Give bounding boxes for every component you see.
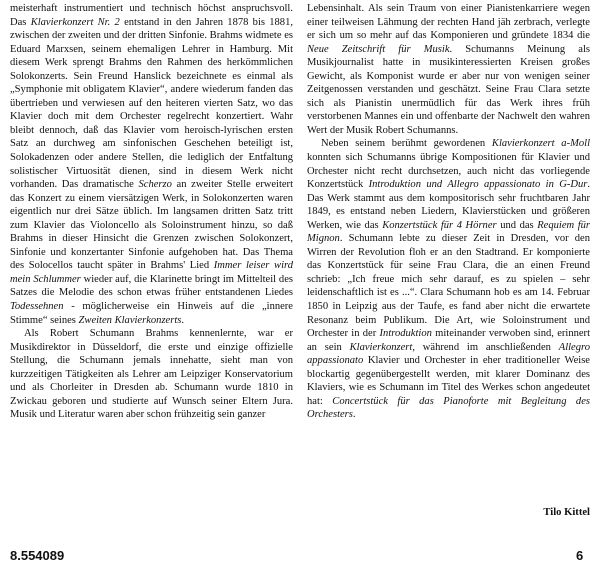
text-run: an zweiter Stelle erweitert das Konzert zu einem viersätzigen Werk, in Solokonzerten waren eigentlich nur drei Sätze üblich. Im langsamen dritten Satz tritt zum Klavier das Violoncello als Soloinstrument hinzu, so daß Brahms in dieser Hinsicht die Grenzen zwischen Solokonzert, Sinfonie und konzertanter Sinfonie aufgehoben hat. Das Thema des Solocellos taucht später in Brahms' Lied [10,179,293,272]
text-run: . [181,314,185,326]
text-run: entstand in den Jahren 1878 bis 1881, zwischen der zweiten und der dritten Sinfonie. Brahms widmete es Eduard Marxsen, seinem ehemaligen Lehrer in Hamburg. Mit diesem Werk sprengt Brahms den Rahmen des herkömmlichen Solokonzerts. Sein Freund Hanslick bezeichnete es einmal als „Symphonie mit obligatem Klavier“, andere wiederum fanden das übertrieben und verwiesen auf den heiteren vierten Satz, wo das Klavier doch mit dem Orchester regelrecht konzertiert. Wahr bleibt dennoch, daß das Klavier vom heroisch-lyrischen ersten Satz an durchweg am sinfonischen Geschehen beteiligt ist, Solokadenzen oder andere Stellen, die lediglich der Entfaltung solistischer Virtuosität dienen, sind in diesem Werk nicht vorhanden. Das dramatische [10,16,293,191]
catalog-number: 8.554089 [10,548,65,563]
italic-text: Zweiten Klavierkonzerts [78,314,182,326]
italic-text: Klavierkonzert a-Moll [491,138,590,150]
text-run: . Schumann lebte zu dieser Zeit in Dresden, vor den Wirren der Revolution floh er an den Stadtrand. Er komponierte das Konzertstück für seine Frau Clara, die an einen Freund schrieb: „Ich freue mich sehr darauf, es zu spielen – sehr leidenschaftlich ist es ...“. Clara Schumann hob es am 14. Februar 1850 in Leipzig aus der Taufe, es fand aber nicht die erwartete Resonanz beim Publikum. Die Art, wie Soloinstrument und Orchester in der [307,233,590,340]
left-paragraph-2 [10,327,293,422]
italic-text: Todessehnen [10,301,64,313]
right-column [307,2,590,422]
italic-text: Immer leiser wird mein Schlummer [10,260,293,285]
text-run: Neben seinem berühmt gewordenen [321,138,492,150]
italic-text: Allegro appassionato [307,341,590,367]
italic-text: Klavierkonzert Nr. 2 [30,16,120,28]
left-column [10,2,293,422]
text-run: . Das Werk stammt aus dem kompositorisch sehr fruchtbaren Jahr 1849, es entstand neben Liedern, Klavierstücken und größeren Werken, wie das [307,179,590,231]
italic-text: Scherzo [138,179,172,191]
italic-text: Neue Zeitschrift für Musik [307,43,450,55]
text-run: Lebensinhalt. Als sein Traum von einer Pianistenkarriere wegen einer teilweisen Lähmung der rechten Hand jäh zerbrach, verlegte er sich um so mehr auf das Komponieren und gründete 1834 die [307,3,590,42]
italic-text: Konzertstück für 4 Hörner [382,219,497,231]
italic-text: Introduktion und Allegro appassionato in G-Dur [368,179,588,191]
text-run: Klavier und Orchester in eher traditioneller Weise blockartig gegenübergestellt werden, mit klarer Dominanz des Klaviers, wie es Schumann im Titel des Werkes schon angedeutet hat: [307,355,590,407]
right-paragraph-2 [307,137,590,421]
left-paragraph-1 [10,2,293,327]
text-run: konnten sich Schumanns übrige Kompositionen für Klavier und Orchester nicht recht durchsetzen, auch nicht das vorliegende Konzertstück [307,152,590,191]
text-run: wieder auf, die Klarinette bringt im Mittelteil des Satzes die Melodie des schon etwas früher entstandenen Liedes [10,273,293,299]
author-signature: Tilo Kittel [543,507,590,518]
text-run: und das [496,219,538,231]
right-paragraph-1 [307,2,590,137]
text-run: - möglicherweise ein Hinweis auf die „innere Stimme“ seines [10,301,293,326]
text-run: . [352,409,356,421]
text-run: Als Robert Schumann Brahms kennenlernte, war er Musikdirektor in Düsseldorf, die erste und einzige offizielle Stellung, die Schumann jemals innehatte, sieht man von kurzzeitigen Tätigkeiten als Lehrer am Leipziger Konservatorium und als Chorleiter in Dresden ab. Schumann wurde 1810 in Zwickau geboren und studierte auf Wunsch seiner Eltern Jura. Musik und Literatur waren aber schon frühzeitig sein ganzer [10,328,293,421]
text-run: meisterhaft instrumentiert und technisch höchst anspruchsvoll. Das [10,3,293,28]
italic-text: Concertstück für das Pianoforte mit Begleitung des Orchesters [307,395,590,421]
text-run: , während im anschließenden [412,341,559,353]
page-number: 6 [576,548,584,563]
italic-text: Requiem für Mignon [307,219,591,245]
text-run: . Schumanns Meinung als Musikjournalist hatte in musikinteressierten Kreisen großes Gewicht, als Komponist wurde er aber nur von wenigen seiner Zeitgenossen verstanden und geschätzt. Seine Frau Clara setzte sich als Pianistin unermüdlich für das Werk ihres früh verstorbenen Mannes ein und offenbarte der Nachwelt den wahren Wert der Musik Robert Schumanns. [307,43,590,136]
italic-text: Introduktion [379,328,432,340]
italic-text: Klavierkonzert [349,341,413,353]
text-run: miteinander verwoben sind, erinnert an sein [307,328,590,353]
